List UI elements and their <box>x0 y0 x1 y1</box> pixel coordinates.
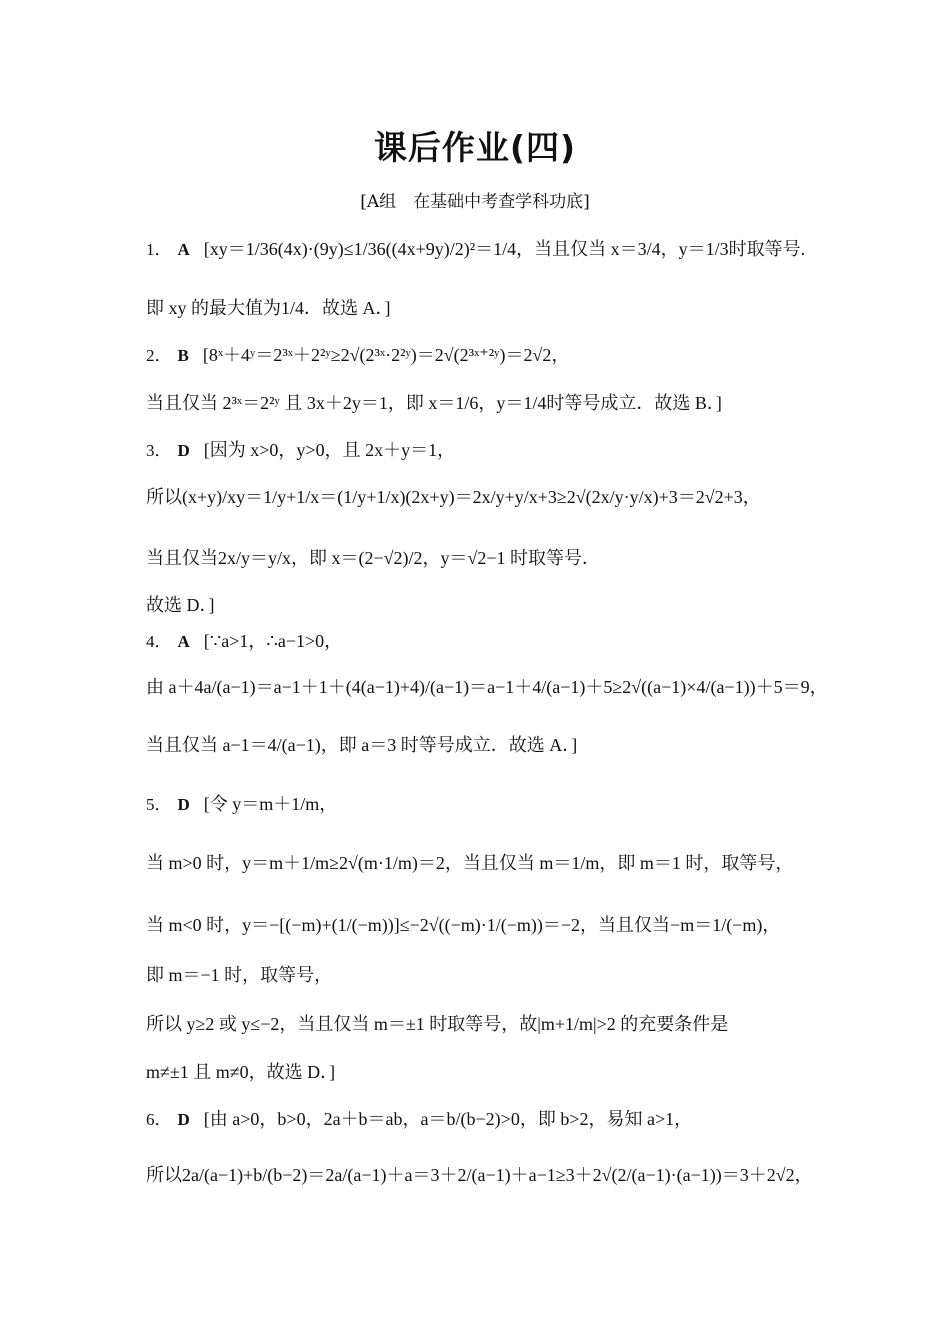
problem-1-number: 1． <box>146 240 172 259</box>
problem-4-line-3 <box>146 734 577 757</box>
problem-2-answer: B <box>177 346 189 365</box>
section-subtitle: [A组 在基础中考查学科功底] <box>360 192 590 212</box>
problem-5-text-2: 当 m>0 时，y＝m＋1/m≥2√(m·1/m)＝2，当且仅当 m＝1/m，即 m＝1 时，取等号， <box>146 853 794 873</box>
problem-6-line-1 <box>146 1108 692 1131</box>
problem-3-line-1 <box>146 439 455 462</box>
problem-5-text-5: 所以 y≥2 或 y≤−2，当且仅当 m＝±1 时取等号，故|m+1/m|>2 的充要条件是 <box>146 1014 729 1034</box>
problem-2-line-2 <box>146 392 722 415</box>
problem-5-text-1: [令 y＝m＋1/m， <box>203 794 338 814</box>
problem-5-line-6 <box>146 1061 335 1084</box>
problem-6-text-1: [由 a>0，b>0，2a＋b＝ab，a＝b/(b−2)>0，即 b>2，易知 a>1， <box>203 1109 693 1129</box>
problem-3-number: 3． <box>146 441 172 460</box>
page-title: 课后作业(四) <box>373 128 577 167</box>
problem-5-line-5 <box>146 1013 728 1036</box>
problem-3-line-2 <box>146 486 761 509</box>
problem-6-number: 6． <box>146 1110 172 1129</box>
problem-4-number: 4． <box>146 632 172 651</box>
problem-6-line-2 <box>146 1164 813 1187</box>
problem-1-text-1: [xy＝1/36(4x)·(9y)≤1/36((4x+9y)/2)²＝1/4，当且仅当 x＝3/4，y＝1/3时取等号. <box>203 239 806 259</box>
problem-3-text-1: [因为 x>0，y>0，且 2x＋y＝1， <box>203 440 456 460</box>
problem-5-number: 5． <box>146 795 172 814</box>
problem-3-line-4 <box>146 594 215 617</box>
problem-5-line-1 <box>146 793 337 816</box>
problem-3-answer: D <box>177 441 190 460</box>
problem-4-text-1: [∵a>1，∴a−1>0， <box>203 631 343 651</box>
problem-1-line-1 <box>146 238 805 261</box>
problem-6-text-2: 所以2a/(a−1)+b/(b−2)＝2a/(a−1)＋a＝3＋2/(a−1)＋a−1≥3＋2√(2/(a−1)·(a−1))＝3＋2√2， <box>146 1165 813 1185</box>
problem-3-text-3: 当且仅当2x/y＝y/x，即 x＝(2−√2)/2，y＝√2−1 时取等号． <box>146 548 601 568</box>
problem-4-line-2 <box>146 676 828 699</box>
problem-4-line-1 <box>146 630 342 653</box>
problem-5-line-2 <box>146 852 793 875</box>
problem-3-line-3 <box>146 547 600 570</box>
problem-2-text-2: 当且仅当 2³ˣ＝2²ʸ 且 3x＋2y＝1，即 x＝1/6，y＝1/4时等号成立．故选 B．] <box>146 393 722 413</box>
problem-3-text-2: 所以(x+y)/xy＝1/y+1/x＝(1/y+1/x)(2x+y)＝2x/y+y/x+3≥2√(2x/y·y/x)+3＝2√2+3， <box>146 487 761 507</box>
problem-4-answer: A <box>177 632 190 651</box>
problem-3-text-4: 故选 D．] <box>146 595 215 615</box>
problem-6-answer: D <box>177 1110 190 1129</box>
problem-1-line-2 <box>146 297 391 320</box>
problem-1-answer: A <box>177 240 190 259</box>
problem-2-line-1 <box>146 344 569 367</box>
problem-5-line-4 <box>146 964 332 987</box>
problem-4-text-3: 当且仅当 a−1＝4/(a−1)，即 a＝3 时等号成立．故选 A．] <box>146 735 578 755</box>
problem-4-text-2: 由 a＋4a/(a−1)＝a−1＋1＋(4(a−1)+4)/(a−1)＝a−1＋4/(a−1)＋5≥2√((a−1)×4/(a−1))＋5＝9， <box>146 677 828 697</box>
problem-5-text-6: m≠±1 且 m≠0，故选 D．] <box>146 1062 336 1082</box>
problem-5-text-3: 当 m<0 时，y＝−[(−m)+(1/(−m))]≤−2√((−m)·1/(−m))＝−2，当且仅当−m＝1/(−m)， <box>146 915 781 935</box>
problem-5-line-3 <box>146 914 780 937</box>
problem-2-text-1: [8ˣ＋4ʸ＝2³ˣ＋2²ʸ≥2√(2³ˣ·2²ʸ)＝2√(2³ˣ⁺²ʸ)＝2√2， <box>202 345 570 365</box>
problem-5-text-4: 即 m＝−1 时，取等号， <box>146 965 333 985</box>
problem-1-text-2: 即 xy 的最大值为1/4．故选 A．] <box>146 298 391 318</box>
problem-2-number: 2． <box>146 346 172 365</box>
problem-5-answer: D <box>177 795 190 814</box>
